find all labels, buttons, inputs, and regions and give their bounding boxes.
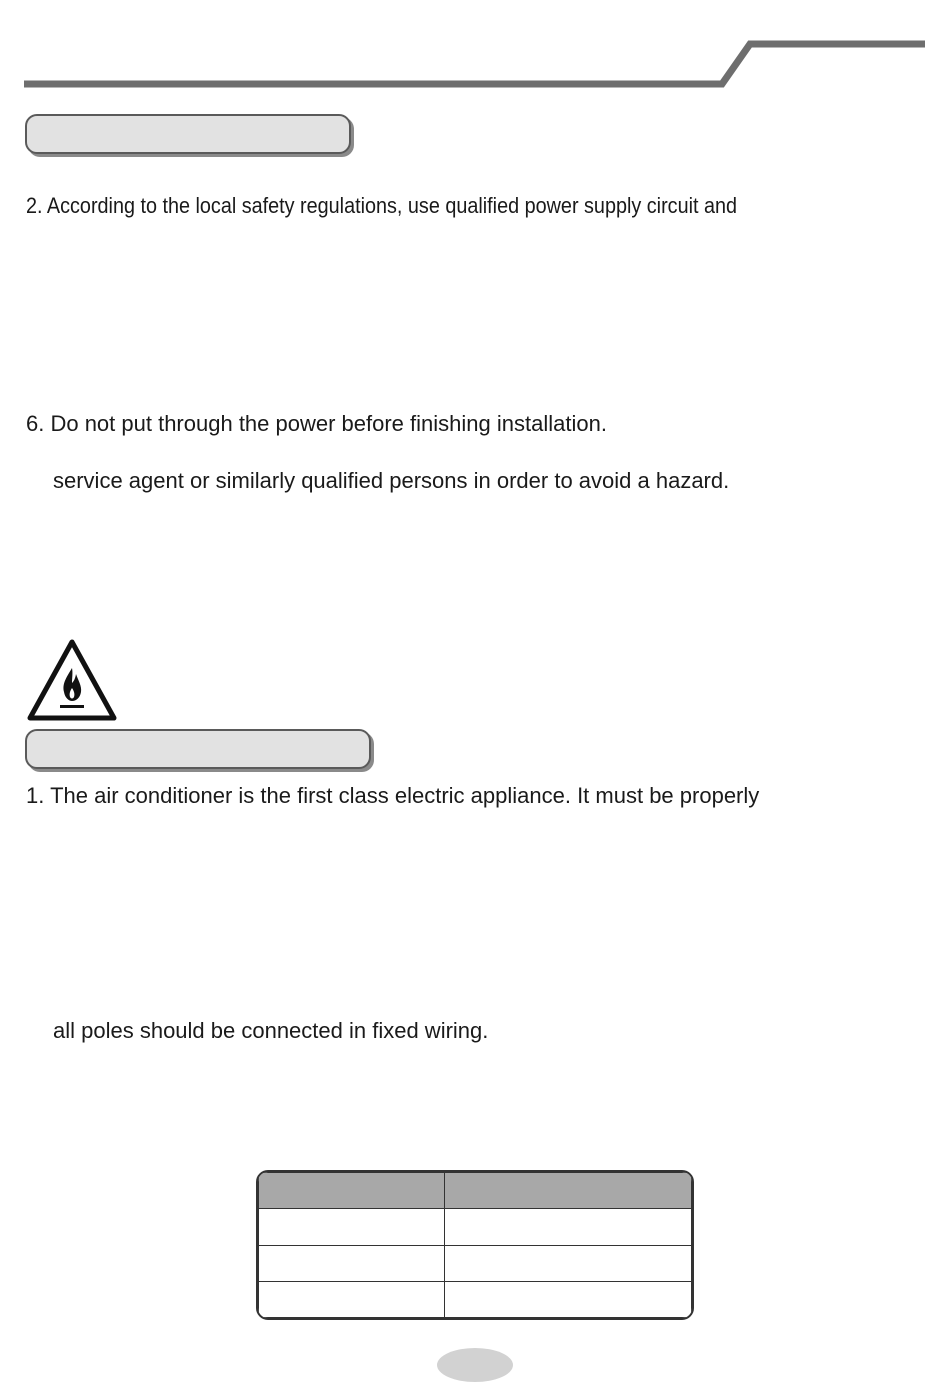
table-header-row — [259, 1173, 692, 1209]
table-cell — [445, 1281, 692, 1317]
table-header-cell — [259, 1173, 445, 1209]
spec-table — [256, 1170, 694, 1320]
table-cell — [259, 1281, 445, 1317]
table-cell — [445, 1209, 692, 1245]
item-6-text: 6. Do not put through the power before finishing installation. — [26, 411, 607, 436]
table-row — [259, 1209, 692, 1245]
table-row — [259, 1281, 692, 1317]
item-1-text: 1. The air conditioner is the first class electric appliance. It must be properly — [26, 783, 760, 808]
flammable-warning-icon — [26, 638, 118, 722]
table-cell — [259, 1245, 445, 1281]
section-heading-pill — [25, 114, 351, 154]
page-number-badge — [437, 1348, 513, 1382]
poles-wiring-text: all poles should be connected in fixed wiring. — [53, 1018, 489, 1043]
table-row — [259, 1245, 692, 1281]
table-header-cell — [445, 1173, 692, 1209]
header-rule — [0, 0, 950, 100]
item-2-text: 2. According to the local safety regulations, use qualified power supply circuit and — [26, 193, 738, 218]
table-cell — [445, 1245, 692, 1281]
section-heading-pill-2 — [25, 729, 371, 769]
service-agent-text: service agent or similarly qualified persons in order to avoid a hazard. — [53, 468, 730, 493]
table-cell — [259, 1209, 445, 1245]
